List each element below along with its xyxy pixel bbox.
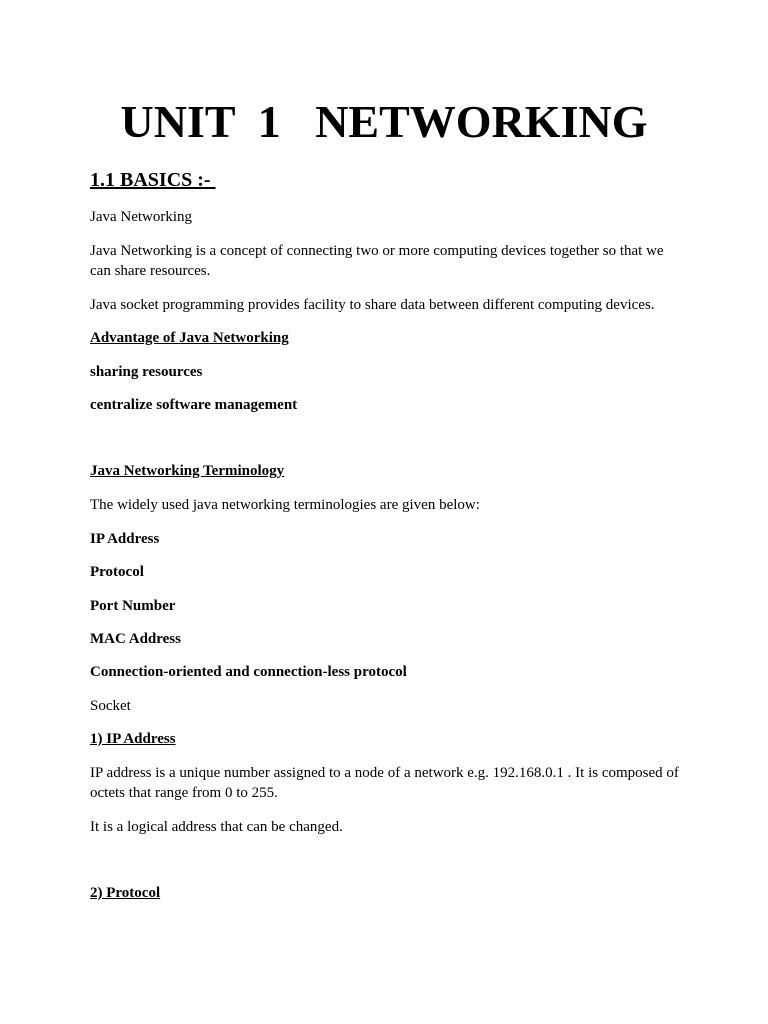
section-heading-basics: 1.1 BASICS :- bbox=[90, 169, 216, 191]
term-connection-protocol: Connection-oriented and connection-less protocol bbox=[90, 664, 407, 680]
term-protocol: Protocol bbox=[90, 564, 144, 580]
paragraph-logical-address: It is a logical address that can be changed. bbox=[90, 819, 343, 835]
subheading-terminology: Java Networking Terminology bbox=[90, 463, 285, 479]
paragraph-terminologies-intro: The widely used java networking terminologies are given below: bbox=[90, 497, 480, 513]
term-ip-address: IP Address bbox=[90, 531, 160, 547]
paragraph-socket-programming: Java socket programming provides facility to share data between different computing devices. bbox=[90, 297, 655, 313]
advantage-item-centralize-software: centralize software management bbox=[90, 397, 298, 413]
subheading-ip-address: 1) IP Address bbox=[90, 731, 176, 747]
term-mac-address: MAC Address bbox=[90, 631, 181, 647]
subheading-protocol: 2) Protocol bbox=[90, 885, 161, 901]
subheading-advantage: Advantage of Java Networking bbox=[90, 330, 289, 346]
paragraph-ip-address-definition: IP address is a unique number assigned to a node of a network e.g. 192.168.0.1 . It is composed of octets that range from 0 to 255. bbox=[90, 765, 679, 801]
paragraph-java-networking: Java Networking bbox=[90, 209, 193, 225]
term-port-number: Port Number bbox=[90, 598, 176, 614]
term-socket: Socket bbox=[90, 698, 131, 714]
advantage-item-sharing-resources: sharing resources bbox=[90, 364, 203, 380]
paragraph-networking-definition: Java Networking is a concept of connecting two or more computing devices together so that we can share resources. bbox=[90, 243, 664, 279]
document-title: UNIT 1 NETWORKING bbox=[120, 96, 648, 147]
